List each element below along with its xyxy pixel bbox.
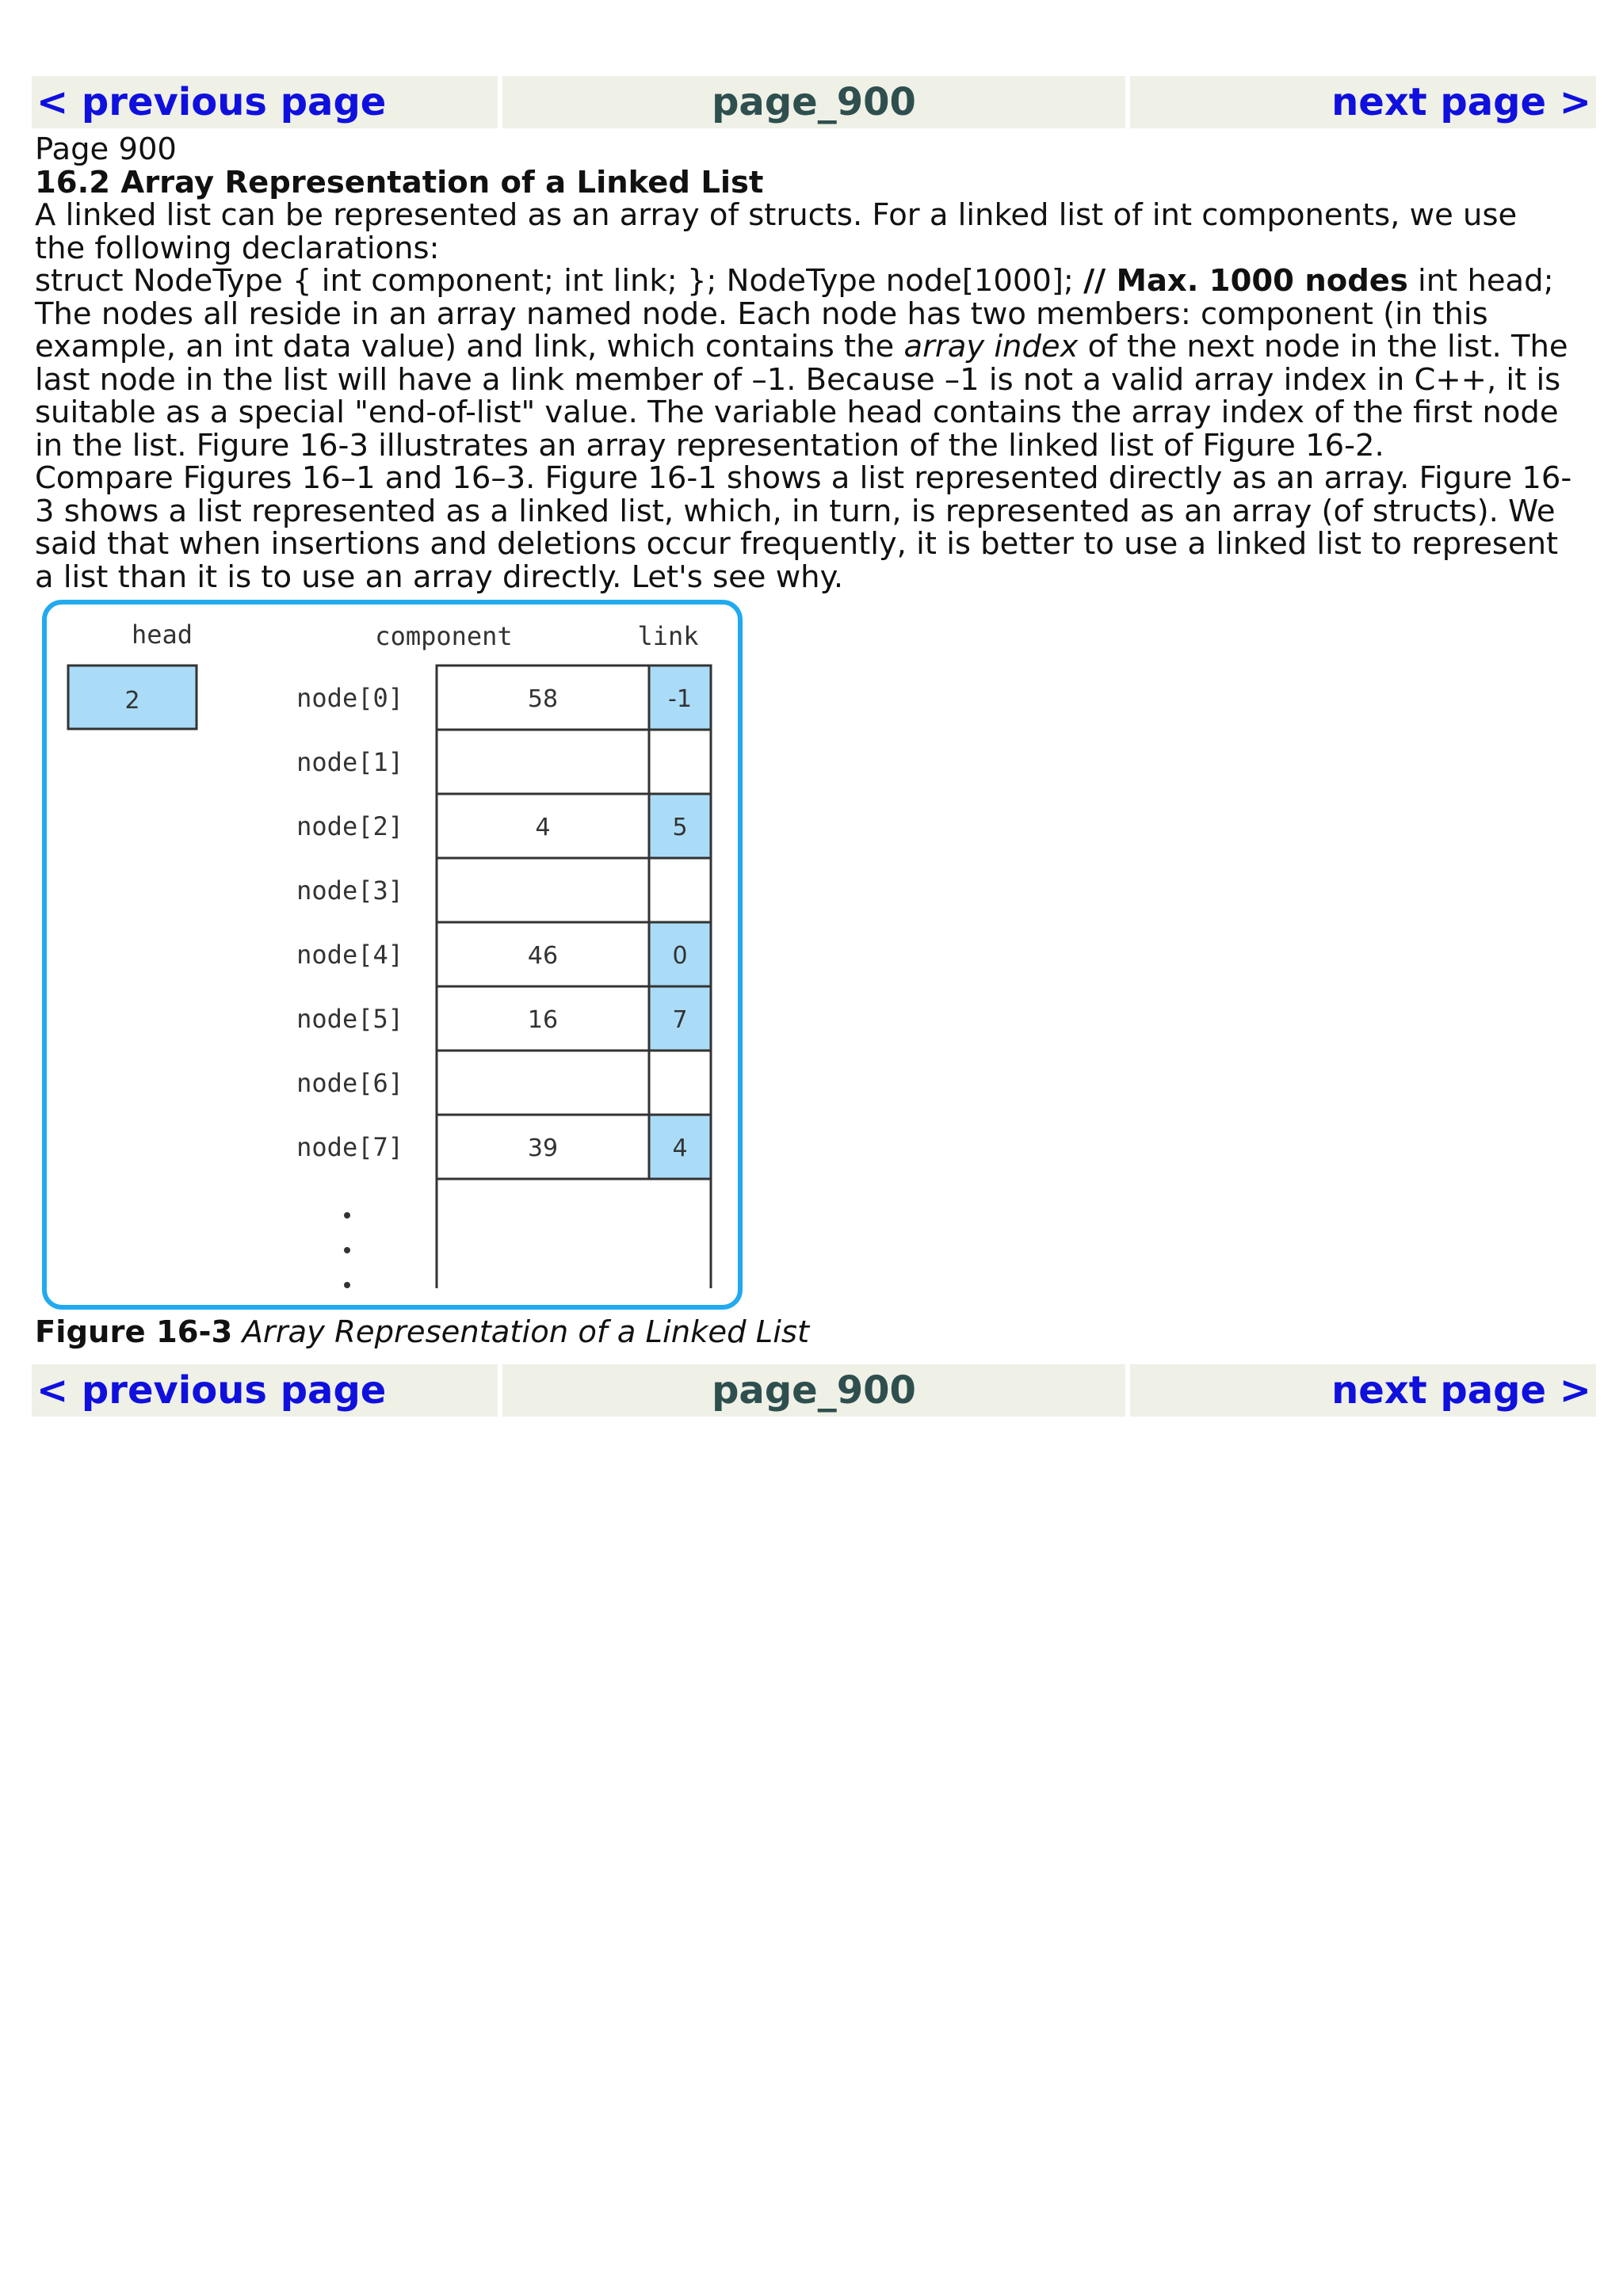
page-label: page_900: [712, 1368, 916, 1413]
intro-paragraph: A linked list can be represented as an array of structs. For a linked list of int components, we use the following declarations:: [35, 197, 1518, 266]
page-indicator: [502, 1364, 1125, 1417]
code-declaration: [35, 265, 1572, 298]
next-page-cell: [1130, 1364, 1596, 1417]
page-label: page_900: [712, 80, 916, 124]
node-label: node[2]: [296, 811, 403, 841]
page-indicator: [502, 76, 1125, 128]
compare-paragraph: Compare Figures 16–1 and 16–3. Figure 16-1 shows a list represented directly as an array. Figure 16-3 shows a list represented as a linked list, which, in turn, is represented as an array (of structs). We said that when insertions and deletions occur frequently, it is better to use a linked list to represent a list than it is to use an array directly. Let's see why.: [35, 460, 1572, 595]
node-label: node[5]: [296, 1004, 403, 1034]
component-header: component: [375, 621, 513, 651]
figure-caption-title: Array Representation of a Linked List: [242, 1314, 810, 1350]
bottom-navbar: [32, 1364, 1596, 1417]
head-value: 2: [124, 687, 140, 715]
previous-page-cell: [32, 76, 498, 128]
ellipsis-dot: [344, 1212, 350, 1219]
component-cell: [437, 730, 649, 794]
head-label: head: [132, 620, 193, 650]
previous-page-link[interactable]: < previous page: [36, 1368, 387, 1413]
next-page-link[interactable]: next page >: [1331, 1368, 1591, 1413]
nodes-paragraph: [35, 298, 1572, 463]
component-value: 4: [535, 814, 551, 841]
link-value: 0: [672, 942, 688, 970]
previous-page-link[interactable]: < previous page: [36, 80, 387, 124]
node-label: node[0]: [296, 683, 403, 713]
linked-list-array-diagram: [41, 599, 743, 1310]
section-heading: 16.2 Array Representation of a Linked List: [35, 164, 764, 200]
link-value: 5: [672, 814, 688, 841]
figure-16-3: [41, 599, 743, 1310]
page-content: [35, 133, 1572, 593]
figure-caption-label: Figure 16-3: [35, 1314, 233, 1350]
array-index-emphasis: array index: [903, 329, 1079, 364]
figure-caption: [35, 1315, 809, 1350]
component-value: 16: [527, 1006, 559, 1034]
component-cell: [437, 1051, 649, 1115]
link-value: 4: [672, 1135, 688, 1162]
ellipsis-dot: [344, 1282, 350, 1288]
top-navbar: [32, 76, 1596, 128]
link-value: 7: [672, 1006, 688, 1034]
component-cell: [437, 858, 649, 922]
next-page-cell: [1130, 76, 1596, 128]
component-value: 39: [527, 1135, 559, 1162]
node-label: node[4]: [296, 940, 403, 970]
node-label: node[1]: [296, 747, 403, 777]
previous-page-cell: [32, 1364, 498, 1417]
link-cell: [649, 858, 711, 922]
link-header: link: [637, 621, 699, 651]
next-page-link[interactable]: next page >: [1331, 80, 1591, 124]
code-comment: // Max. 1000 nodes: [1083, 263, 1408, 299]
link-cell: [649, 1051, 711, 1115]
link-value: -1: [668, 685, 692, 713]
component-value: 58: [527, 685, 559, 713]
ellipsis-dot: [344, 1247, 350, 1253]
code-text: struct NodeType { int component; int link; }; NodeType node[1000];: [35, 263, 1084, 299]
page-number: Page 900: [35, 132, 177, 167]
node-label: node[3]: [296, 875, 403, 906]
nodes-paragraph-text: The nodes all reside in an array named node. Each node has two members: component (in this example, an int data value) and link, which contains the: [35, 296, 1488, 364]
node-label: node[6]: [296, 1068, 403, 1098]
code-text-end: int head;: [1407, 263, 1554, 299]
component-value: 46: [527, 942, 559, 970]
node-label: node[7]: [296, 1132, 403, 1162]
link-cell: [649, 730, 711, 794]
nodes-paragraph-text-end: of the next node in the list. The last node in the list will have a link member of –1. Because –1 is not a valid array index in C++, it is suitable as a special "end-of-list" value. The variable head contains the array index of the first node in the list. Figure 16-3 illustrates an array representation of the linked list of Figure 16-2.: [35, 329, 1568, 463]
